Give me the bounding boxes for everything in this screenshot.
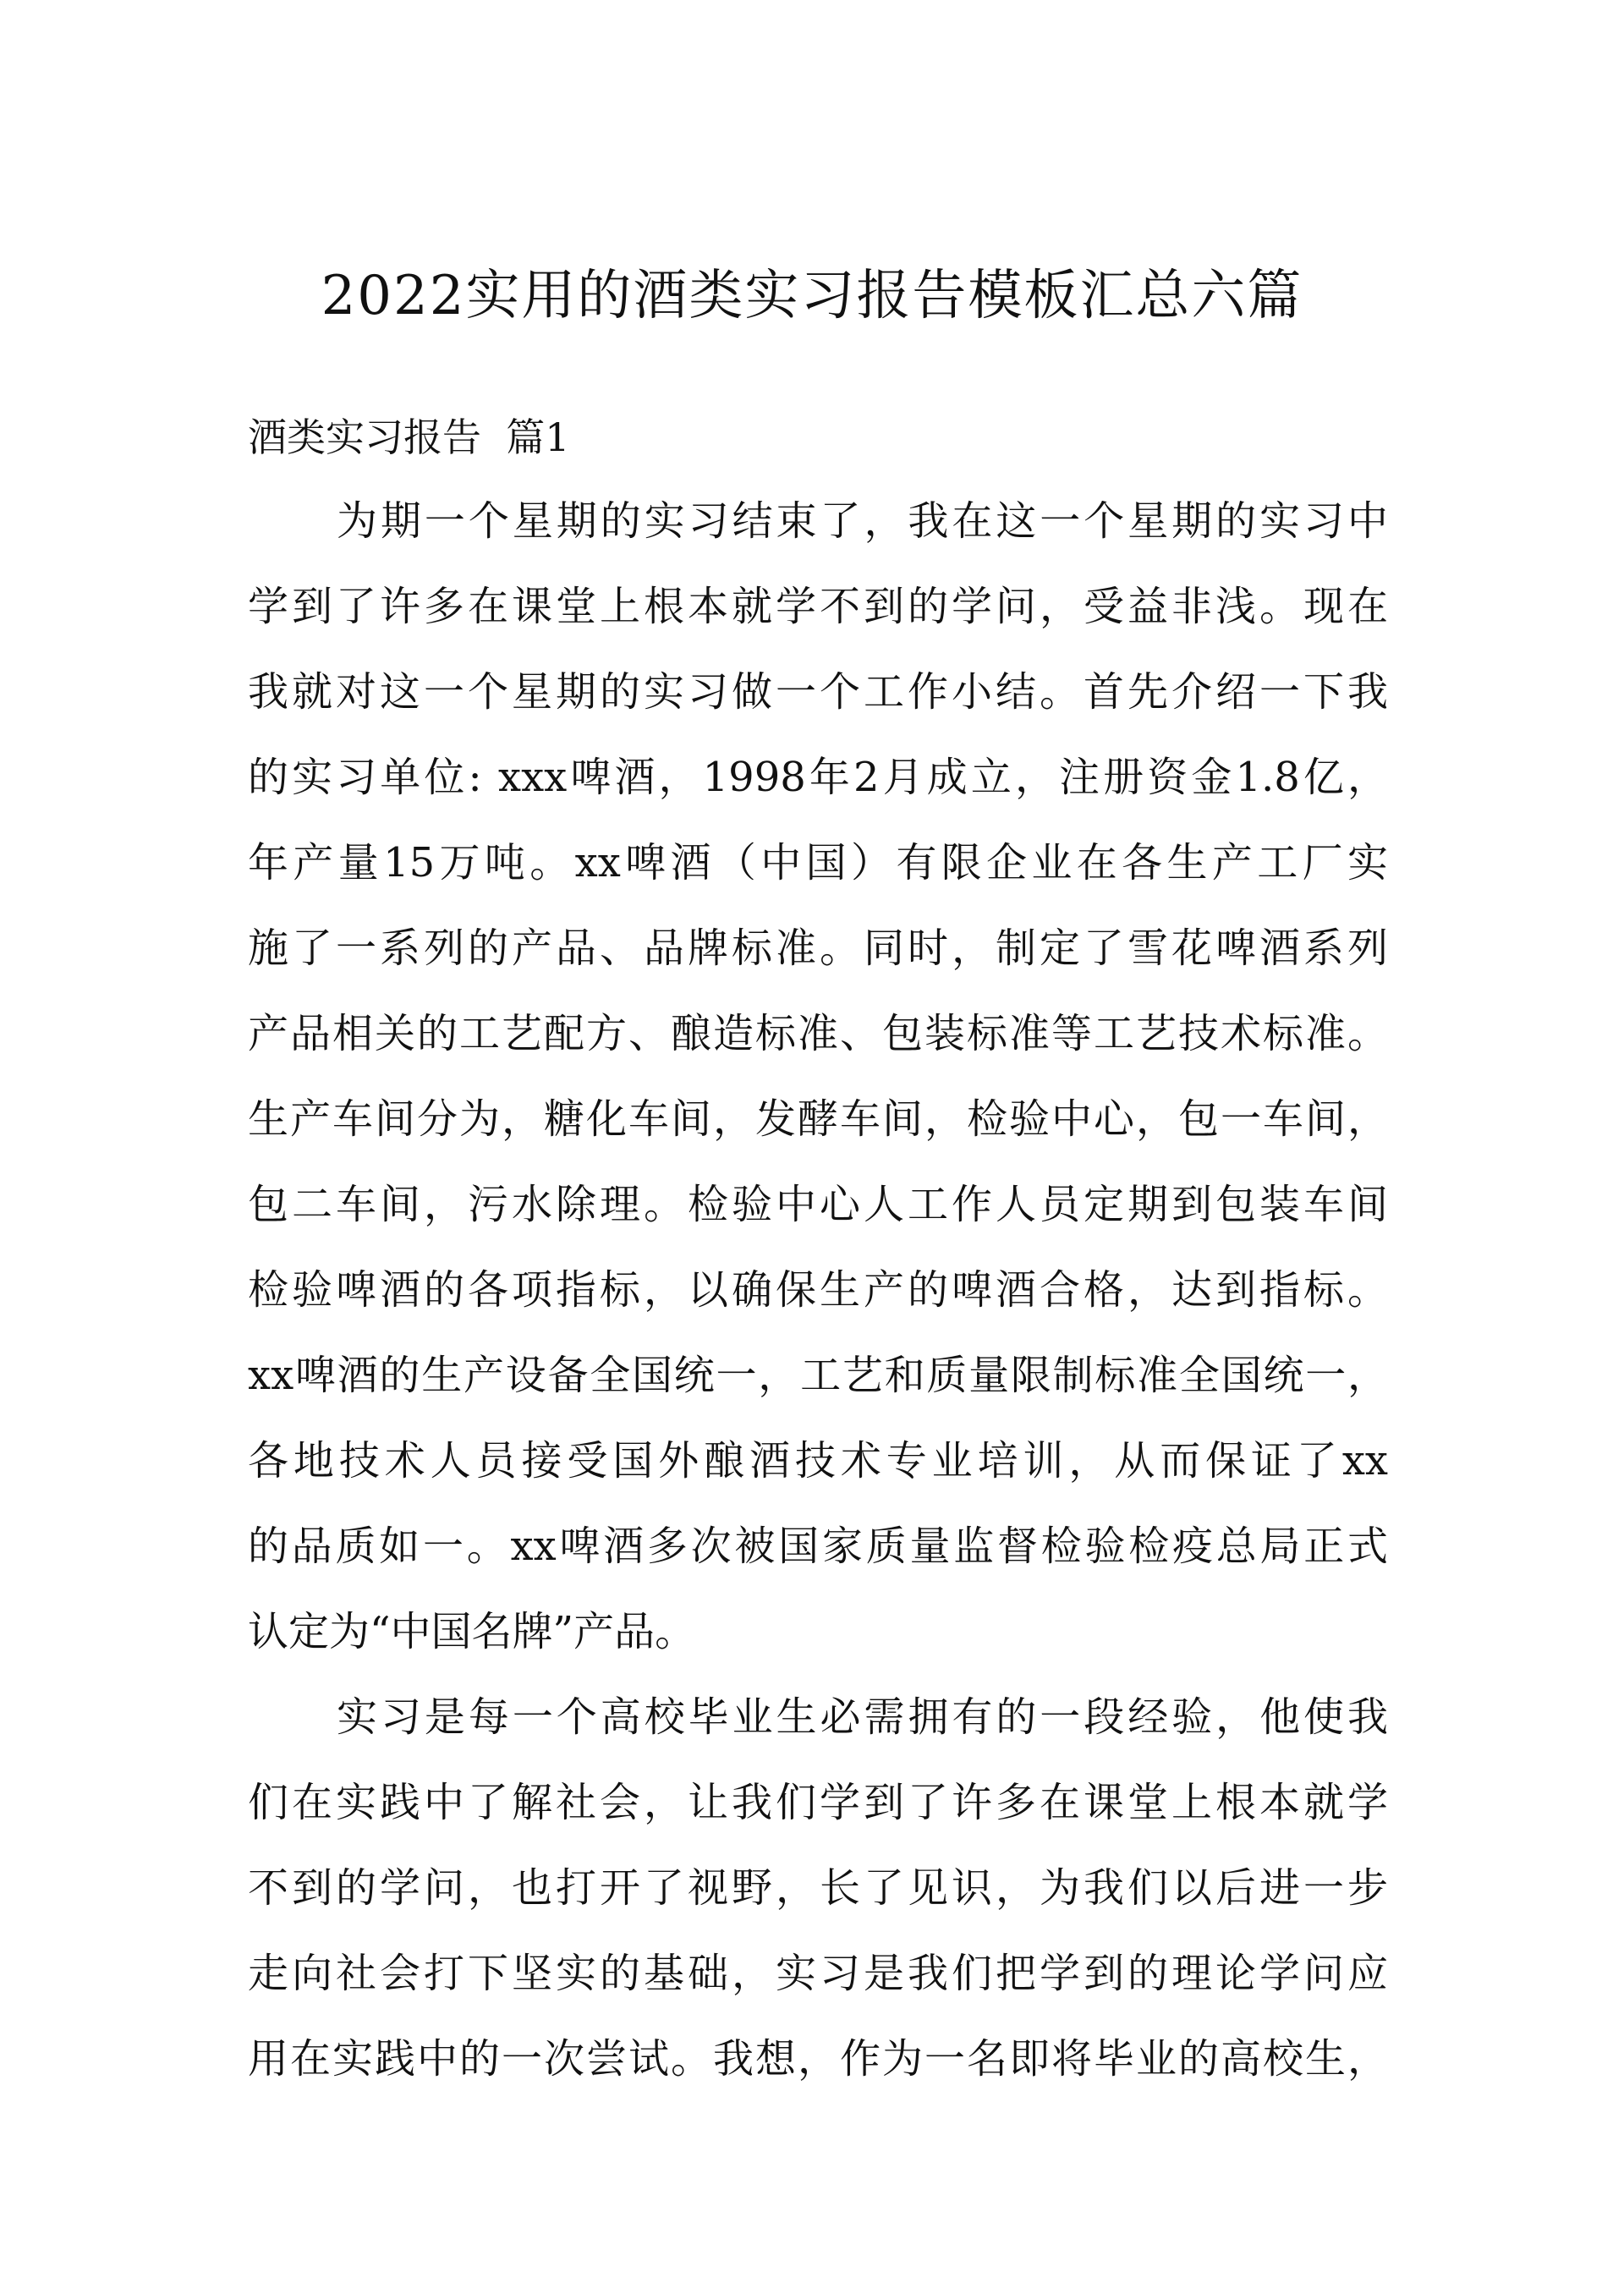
paragraph-line: 施了一系列的产品、品牌标准。同时，制定了雪花啤酒系列 xyxy=(248,925,1388,972)
paragraph-line: 生产车间分为，糖化车间，发酵车间，检验中心，包一车间， xyxy=(248,1095,1388,1143)
paragraph-line: 走向社会打下坚实的基础，实习是我们把学到的理论学问应 xyxy=(248,1950,1388,1997)
paragraph-line: 包二车间，污水除理。检验中心人工作人员定期到包装车间 xyxy=(248,1181,1388,1228)
paragraph-line: 我就对这一个星期的实习做一个工作小结。首先介绍一下我 xyxy=(248,668,1388,716)
section-heading: 酒类实习报告 篇1 xyxy=(248,414,570,460)
paragraph-line: 为期一个星期的实习结束了，我在这一个星期的实习中 xyxy=(337,497,1388,545)
paragraph-line: xx啤酒的生产设备全国统一，工艺和质量限制标准全国统一， xyxy=(248,1352,1388,1399)
paragraph-line: 各地技术人员接受国外酿酒技术专业培训，从而保证了xx xyxy=(248,1437,1388,1485)
paragraph-line: 不到的学问，也打开了视野，长了见识，为我们以后进一步 xyxy=(248,1864,1388,1912)
paragraph-line: 认定为“中国名牌”产品。 xyxy=(248,1608,696,1655)
paragraph-line: 们在实践中了解社会，让我们学到了许多在课堂上根本就学 xyxy=(248,1779,1388,1826)
paragraph-line: 的品质如一。xx啤酒多次被国家质量监督检验检疫总局正式 xyxy=(248,1523,1388,1570)
document-title: 2022实用的酒类实习报告模板汇总六篇 xyxy=(321,265,1303,327)
paragraph-line: 实习是每一个高校毕业生必需拥有的一段经验，他使我 xyxy=(337,1693,1388,1741)
paragraph-line: 检验啤酒的各项指标，以确保生产的啤酒合格，达到指标。 xyxy=(248,1266,1388,1314)
paragraph-line: 的实习单位: xxx啤酒，1998年2月成立，注册资金1.8亿， xyxy=(248,754,1388,801)
paragraph-line: 学到了许多在课堂上根本就学不到的学问，受益非浅。现在 xyxy=(248,583,1388,630)
paragraph-line: 产品相关的工艺配方、酿造标准、包装标准等工艺技术标准。 xyxy=(248,1010,1388,1057)
paragraph-line: 年产量15万吨。xx啤酒（中国）有限企业在各生产工厂实 xyxy=(248,839,1388,886)
paragraph-line: 用在实践中的一次尝试。我想，作为一名即将毕业的高校生， xyxy=(248,2035,1388,2083)
